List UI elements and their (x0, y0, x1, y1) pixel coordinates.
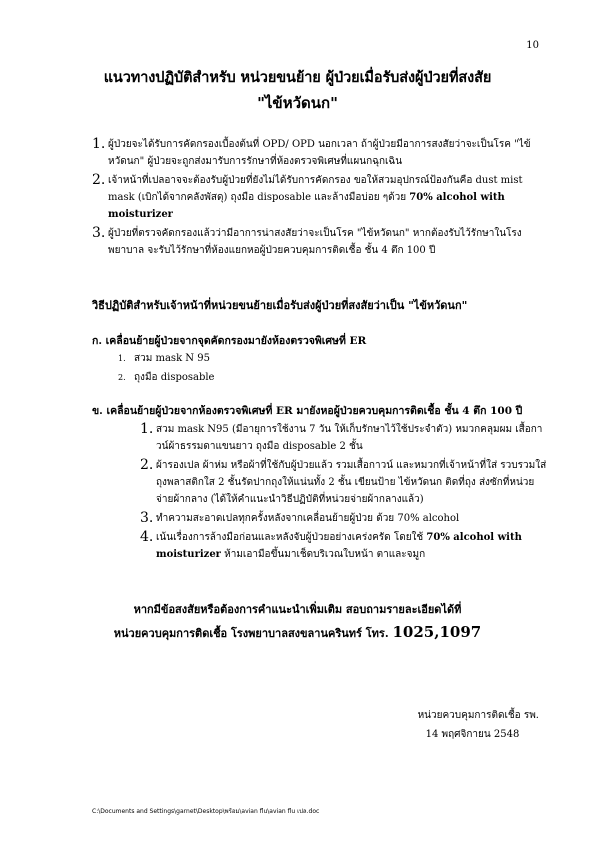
list-item (92, 136, 549, 170)
signature-unit: หน่วยควบคุมการติดเชื้อ รพ. (417, 710, 539, 721)
contact-note (60, 598, 535, 645)
section-b-list (140, 421, 551, 565)
section-a-heading: ก. เคลื่อนย้ายผู้ป่วยจากจุดคัดกรองมายังห้องตรวจพิเศษที่ ER (92, 335, 367, 347)
list-item (92, 172, 549, 223)
page-number: 10 (526, 40, 539, 51)
item-number: 4. (140, 529, 154, 545)
practice-heading: วิธีปฏิบัติสำหรับเจ้าหน้าที่หน่วยขนย้ายเมื่อรับส่งผู้ป่วยที่สงสัยว่าเป็น "ไข้หวัดนก" (92, 299, 468, 312)
item-number: 1. (92, 136, 106, 152)
item-text: ถุงมือ disposable (134, 372, 215, 383)
list-item (140, 510, 551, 527)
contact-line: หากมีข้อสงสัยหรือต้องการคำแนะนำเพิ่มเติม สอบถามรายละเอียดได้ที่ (133, 603, 462, 616)
list-item (140, 457, 551, 508)
file-path: C:\Documents and Settings\garnet\Desktop\พร้อม\avian flu\avian flu เปล.doc (92, 808, 320, 815)
contact-unit: หน่วยควบคุมการติดเชื้อ โรงพยาบาลสงขลานครินทร์ โทร. (113, 627, 393, 640)
item-text: ผู้ป่วยจะได้รับการคัดกรองเบื้องต้นที่ OPD/ OPD นอกเวลา ถ้าผู้ป่วยมีอาการสงสัยว่าจะเป็นโรค "ไข้หวัดนก" ผู้ป่วยจะถูกส่งมารับการรักษาที่ห้องตรวจพิเศษที่แผนกฉุกเฉิน (108, 139, 531, 167)
section-a-list (118, 349, 214, 387)
item-number: 2. (92, 172, 106, 188)
list-item (140, 529, 551, 563)
item-number: 3. (92, 225, 106, 241)
list-item (118, 349, 214, 368)
item-number: 3. (140, 510, 154, 526)
item-text: สวม mask N95 (มีอายุการใช้งาน 7 วัน ให้เก็บรักษาไว้ใช้ประจำตัว) หมวกคลุมผม เสื้อกาวน์ผ้าธรรมดาแขนยาว ถุงมือ disposable 2 ชั้น (156, 424, 543, 452)
item-text-emphasis: 70% alcohol with moisturizer (156, 532, 522, 560)
item-text: เน้นเรื่องการล้างมือก่อนและหลังจับผู้ป่วยอย่างเคร่งครัด โดยใช้ (156, 532, 427, 543)
item-text: ทำความสะอาดเปลทุกครั้งหลังจากเคลื่อนย้ายผู้ป่วย ด้วย 70% alcohol (156, 513, 460, 524)
item-text-tail: ห้ามเอามือขึ้นมาเช็ดบริเวณใบหน้า ตาและจมูก (220, 549, 426, 560)
signature-date: 14 พฤศจิกายน 2548 (425, 729, 520, 740)
section-b-heading: ข. เคลื่อนย้ายผู้ป่วยจากห้องตรวจพิเศษที่ ER มายังหอผู้ป่วยควบคุมการติดเชื้อ ชั้น 4 ตึก 100 ปี (92, 405, 523, 417)
signature-block (418, 706, 539, 744)
list-item (92, 225, 549, 259)
list-item (118, 368, 214, 387)
contact-phone: 1025,1097 (392, 623, 482, 641)
page-title: แนวทางปฏิบัติสำหรับ หน่วยขนย้าย ผู้ป่วยเมื่อรับส่งผู้ป่วยที่สงสัย (103, 69, 492, 86)
item-text: เจ้าหน้าที่เปลอาจจะต้องรับผู้ป่วยที่ยังไม่ได้รับการคัดกรอง ขอให้สวมอุปกรณ์ป้องกันคือ dust mist mask (เบิกได้จากคลังพัสดุ) ถุงมือ disposable และล้างมือบ่อย ๆด้วย (108, 175, 523, 203)
item-number: 1. (118, 354, 126, 363)
contact-line (60, 621, 535, 645)
item-text: สวม mask N 95 (134, 353, 210, 364)
list-item (140, 421, 551, 455)
item-text: ผ้ารองเปล ผ้าห่ม หรือผ้าที่ใช้กับผู้ป่วยแล้ว รวมเสื้อกาวน์ และหมวกที่เจ้าหน้าที่ใส่ รวบรวมใส่ถุงพลาสติกใส 2 ชั้นรัดปากถุงให้แน่นทั้ง 2 ชั้น เขียนป้าย ไข้หวัดนก ติดที่ถุง ส่งซักที่หน่วยจ่ายผ้ากลาง (ได้ให้คำแนะนำวิธีปฏิบัติที่หน่วยจ่ายผ้ากลางแล้ว) (156, 460, 547, 505)
item-number: 2. (118, 373, 126, 382)
item-number: 2. (140, 457, 154, 473)
item-text: ผู้ป่วยที่ตรวจคัดกรองแล้วว่ามีอาการน่าสงสัยว่าจะเป็นโรค "ไข้หวัดนก" หากต้องรับไว้รักษาในโรงพยาบาล จะรับไว้รักษาที่ห้องแยกหอผู้ป่วยควบคุมการติดเชื้อ ชั้น 4 ตึก 100 ปี (108, 228, 522, 256)
page-title-subject: "ไข้หวัดนก" (257, 94, 338, 112)
guideline-list (92, 136, 549, 261)
item-number: 1. (140, 421, 154, 437)
item-text-emphasis: 70% alcohol with moisturizer (108, 192, 505, 220)
